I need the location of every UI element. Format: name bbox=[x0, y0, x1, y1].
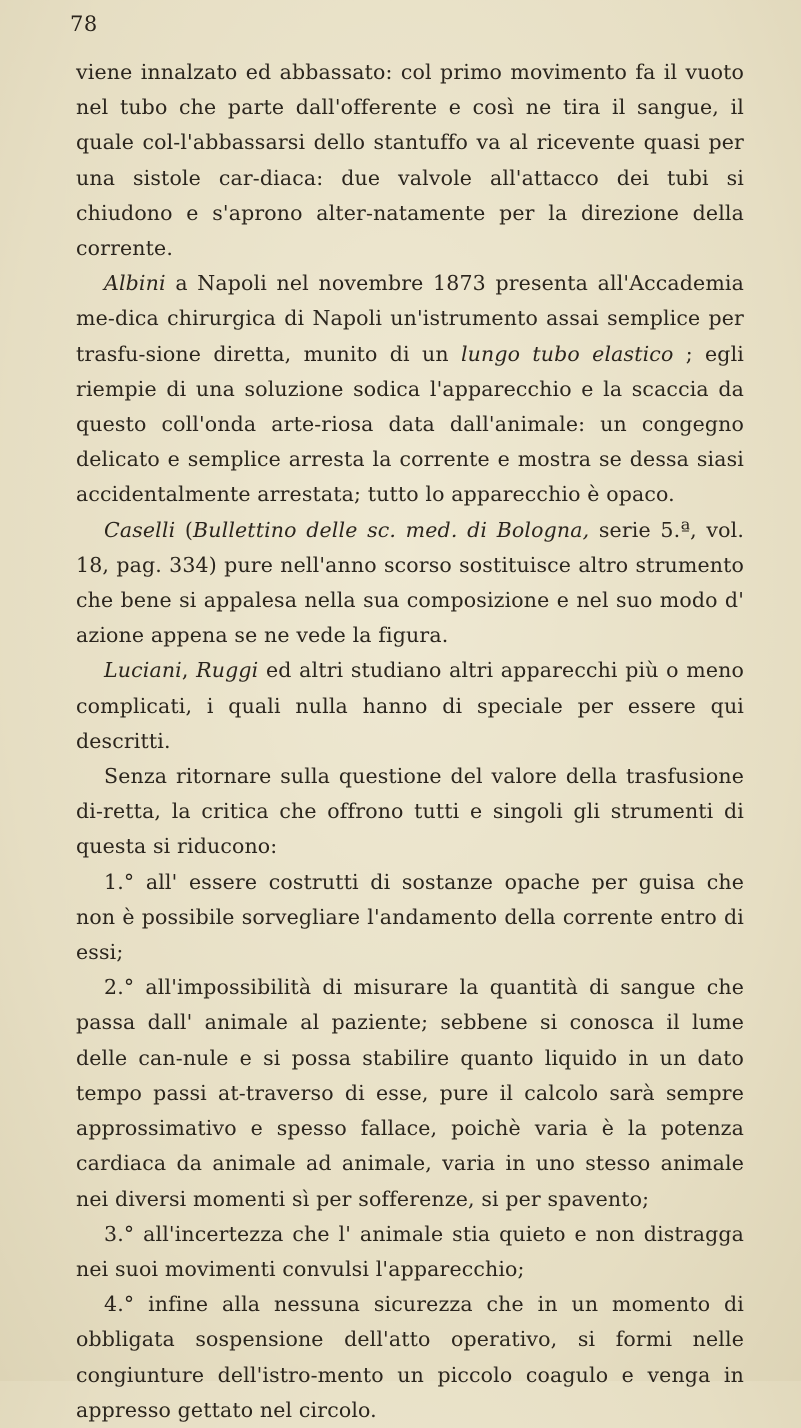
comma: , bbox=[181, 658, 197, 683]
list-item-4-text: 4.° infine alla nessuna sicurezza che in un momento di obbligata sospensione dell'atto operativo, si formi nelle congiunture dell'istro-mento un piccolo coagulo e venga in appresso gettato nel circolo. bbox=[76, 1292, 744, 1422]
paragraph-1-text: viene innalzato ed abbassato: col primo movimento fa il vuoto nel tubo che parte dall'offerente e così ne tira il sangue, il quale col-l'abbassarsi dello stantuffo va al ricevente quasi per una sistole car-diaca: due valvole all'attacco dei tubi si chiudono e s'aprono alter-natamente per la direzione della corrente. bbox=[76, 60, 744, 261]
paragraph-caselli bbox=[76, 513, 744, 654]
author-ruggi: Ruggi bbox=[196, 658, 259, 683]
author-caselli: Caselli bbox=[104, 517, 176, 542]
paragraph-1 bbox=[76, 55, 744, 266]
paragraph-albini-text-b: ; egli riempie di una soluzione sodica l'apparecchio e la scaccia da questo coll'onda arte-riosa data dall'animale: un congegno delicato e semplice arresta la corrente e mostra se dessa siasi accidentalmente arrestata; tutto lo apparecchio è opaco. bbox=[76, 341, 744, 507]
paragraph-critica bbox=[76, 759, 744, 865]
list-item-3 bbox=[76, 1217, 744, 1287]
author-albini: Albini bbox=[104, 271, 166, 296]
author-luciani: Luciani bbox=[104, 658, 182, 683]
paragraph-critica-text: Senza ritornare sulla questione del valore della trasfusione di-retta, la critica che offrono tutti e singoli gli strumenti di questa si riducono: bbox=[76, 764, 744, 859]
list-item-2 bbox=[76, 970, 744, 1216]
list-item-2-text: 2.° all'impossibilità di misurare la quantità di sangue che passa dall' animale al paziente; sebbene si conosca il lume delle can-nule e si possa stabilire quanto liquido in un dato tempo passi at-traverso di esse, pure il calcolo sarà sempre approssimativo e spesso fallace, poichè varia è la potenza cardiaca da animale ad animale, varia in uno stesso animale nei diversi momenti sì per sofferenze, si per spavento; bbox=[76, 975, 744, 1211]
paragraph-caselli-text: serie 5.ª, vol. 18, pag. 334) pure nell'anno scorso sostituisce altro strumento che bene si appalesa nella sua composizione e nel suo modo d' azione appena se ne vede la figura. bbox=[76, 517, 744, 648]
paragraph-luciani-text: ed altri studiano altri apparecchi più o meno complicati, i quali nulla hanno di speciale per essere qui descritti. bbox=[76, 658, 744, 753]
list-item-4 bbox=[76, 1287, 744, 1428]
paragraph-albini-text-a: a Napoli nel novembre 1873 presenta all'Accademia me-dica chirurgica di Napoli un'istrumento assai semplice per trasfu-sione diretta, munito di un bbox=[76, 271, 744, 366]
list-item-1-text: 1.° all' essere costrutti di sostanze opache per guisa che non è possibile sorvegliare l'andamento della corrente entro di essi; bbox=[76, 869, 744, 965]
body-text bbox=[76, 55, 744, 1428]
page-number: 78 bbox=[70, 12, 98, 36]
emphasis-lungo-tubo: lungo tubo elastico bbox=[460, 341, 674, 366]
paragraph-luciani bbox=[76, 653, 744, 759]
paragraph-albini bbox=[76, 266, 744, 512]
list-item-1 bbox=[76, 865, 744, 971]
paren-open: ( bbox=[175, 517, 194, 542]
citation-bullettino: Bullettino delle sc. med. di Bologna, bbox=[193, 517, 590, 542]
list-item-3-text: 3.° all'incertezza che l' animale stia quieto e non distragga nei suoi movimenti convulsi l'apparecchio; bbox=[76, 1221, 744, 1281]
